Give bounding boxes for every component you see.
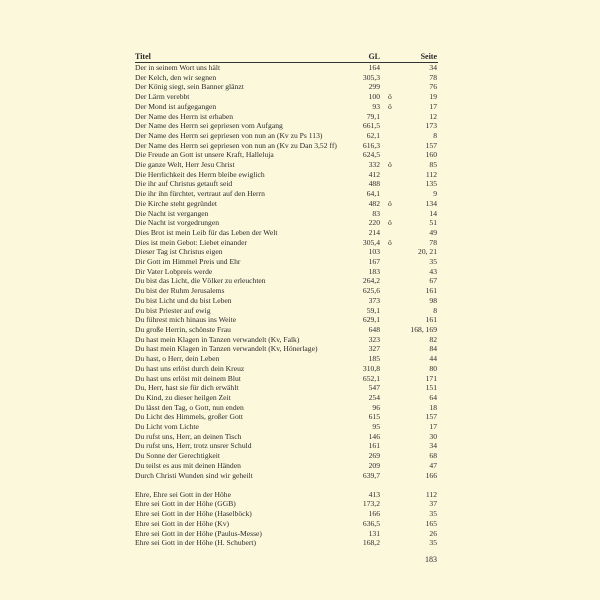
song-title: Du hast mein Klagen in Tanzen verwandelt (Kv, Falk): [135, 334, 300, 344]
table-row: [135, 228, 438, 238]
gl-number: 96: [372, 402, 380, 412]
table-row: [135, 383, 438, 393]
page-ref: 161: [425, 286, 437, 296]
gl-number: 214: [368, 227, 380, 237]
table-row: [135, 150, 438, 160]
gl-number: 412: [368, 169, 380, 179]
gl-number: 624,5: [362, 150, 380, 160]
song-title: Ehre, Ehre sei Gott in der Höhe: [135, 489, 231, 499]
gl-number: 103: [368, 247, 380, 257]
table-row: [135, 354, 438, 364]
song-title: Du bist der Ruhm Jerusalems: [135, 286, 225, 296]
gl-number: 164: [368, 63, 380, 72]
gl-number: 59,1: [366, 305, 380, 315]
table-row: [135, 121, 438, 131]
table-row: [135, 276, 438, 286]
table-row: [135, 170, 438, 180]
page-ref: 82: [429, 334, 437, 344]
song-title: Die ihr ihn fürchtet, vertraut auf den Herrn: [135, 189, 265, 199]
gl-number: 167: [368, 257, 380, 267]
page-ref: 30: [429, 431, 437, 441]
page-ref: 43: [429, 266, 437, 276]
page-ref: 44: [429, 354, 437, 364]
song-title: Ehre sei Gott in der Höhe (Paulus-Messe): [135, 528, 262, 538]
page-ref: 37: [429, 499, 437, 509]
gl-number: 100: [368, 92, 380, 102]
table-row: [135, 131, 438, 141]
gl-number: 625,6: [362, 286, 380, 296]
page-ref: 20, 21: [418, 247, 437, 257]
song-title: Die Nacht ist vergangen: [135, 208, 209, 218]
song-title: Du Sonne der Gerechtigkeit: [135, 451, 220, 461]
song-title: Dieser Tag ist Christus eigen: [135, 247, 223, 257]
gl-number: 305,4: [362, 237, 380, 247]
song-title: Die Freude an Gott ist unsere Kraft, Halleluja: [135, 150, 274, 160]
song-title: Du teilst es aus mit deinen Händen: [135, 460, 241, 470]
page-ref: 19: [429, 92, 437, 102]
song-title: Du bist das Licht, die Völker zu erleuchten: [135, 276, 266, 286]
page-ref: 8: [433, 130, 437, 140]
table-row: [135, 451, 438, 461]
gl-number: 547: [368, 383, 380, 393]
gl-number: 168,2: [362, 538, 380, 548]
table-row: [135, 209, 438, 219]
table-row: [135, 199, 438, 209]
page-ref: 173: [425, 121, 437, 131]
song-title: Der Name des Herrn ist erhaben: [135, 111, 234, 121]
song-title: Der Name des Herrn sei gepriesen von nun an (Kv zu Ps 113): [135, 130, 323, 140]
song-title: Du bist Priester auf ewig: [135, 305, 211, 315]
song-title: Du hast, o Herr, dein Leben: [135, 354, 220, 364]
table-row: [135, 374, 438, 384]
song-title: Du hast uns erlöst durch dein Kreuz: [135, 363, 245, 373]
page-ref: 160: [425, 150, 437, 160]
table-row: [135, 179, 438, 189]
page-ref: 17: [429, 101, 437, 111]
page-ref: 168, 169: [410, 324, 437, 334]
header-title: Titel: [135, 52, 151, 61]
song-title: Dies Brot ist mein Leib für das Leben der Welt: [135, 227, 278, 237]
gl-number: 373: [368, 295, 380, 305]
page-ref: 51: [429, 218, 437, 228]
header-seite: Seite: [420, 52, 437, 61]
page-ref: 9: [433, 189, 437, 199]
page-ref: 78: [429, 237, 437, 247]
song-title: Ehre sei Gott in der Höhe (Kv): [135, 518, 230, 528]
page-number: 183: [425, 555, 437, 564]
page-ref: 34: [429, 441, 437, 451]
song-title: Die ihr auf Christus getauft seid: [135, 179, 233, 189]
song-title: Dir Gott im Himmel Preis und Ehr: [135, 257, 241, 267]
song-index-table: [135, 52, 438, 548]
page-ref: 14: [429, 208, 437, 218]
table-row: [135, 189, 438, 199]
song-title: Durch Christi Wunden sind wir geheilt: [135, 470, 253, 480]
gl-number: 615: [368, 412, 380, 422]
gl-number: 264,2: [362, 276, 380, 286]
index-block-1: [135, 63, 438, 480]
song-title: Die ganze Welt, Herr Jesu Christ: [135, 160, 235, 170]
page-ref: 165: [425, 518, 437, 528]
song-title: Du lässt den Tag, o Gott, nun enden: [135, 402, 244, 412]
gl-number: 661,5: [362, 121, 380, 131]
table-row: [135, 257, 438, 267]
table-row: [135, 471, 438, 481]
song-title: Der Mond ist aufgegangen: [135, 101, 217, 111]
page-ref: 85: [429, 160, 437, 170]
song-title: Ehre sei Gott in der Höhe (GGB): [135, 499, 236, 509]
table-row: [135, 499, 438, 509]
song-title: Du, Herr, hast sie für dich erwählt: [135, 383, 239, 393]
page-ref: 157: [425, 412, 437, 422]
gl-number: 310,8: [362, 363, 380, 373]
gl-number: 629,1: [362, 315, 380, 325]
song-title: Der Name des Herrn sei gepriesen vom Aufgang: [135, 121, 283, 131]
page-ref: 112: [425, 489, 437, 499]
table-row: [135, 393, 438, 403]
table-row: [135, 102, 438, 112]
page-ref: 98: [429, 295, 437, 305]
table-row: [135, 112, 438, 122]
page-ref: 34: [429, 63, 437, 72]
song-title: Die Nacht ist vorgedrungen: [135, 218, 220, 228]
gl-number: 220: [368, 218, 380, 228]
page-ref: 67: [429, 276, 437, 286]
table-row: [135, 364, 438, 374]
gl-number: 161: [368, 441, 380, 451]
table-row: [135, 160, 438, 170]
page-ref: 35: [429, 538, 437, 548]
page-ref: 151: [425, 383, 437, 393]
page-ref: 84: [429, 344, 437, 354]
marker: ö: [388, 92, 392, 102]
page-ref: 112: [425, 169, 437, 179]
page-ref: 47: [429, 460, 437, 470]
gl-number: 95: [372, 422, 380, 432]
table-header: [135, 52, 438, 63]
page-ref: 12: [429, 111, 437, 121]
gl-number: 185: [368, 354, 380, 364]
table-row: [135, 82, 438, 92]
song-title: Du hast uns erlöst mit deinem Blut: [135, 373, 241, 383]
gl-number: 269: [368, 451, 380, 461]
table-row: [135, 422, 438, 432]
gl-number: 209: [368, 460, 380, 470]
song-title: Du große Herrin, schönste Frau: [135, 324, 231, 334]
gl-number: 323: [368, 334, 380, 344]
page-ref: 78: [429, 72, 437, 82]
table-row: [135, 325, 438, 335]
page-ref: 18: [429, 402, 437, 412]
page-ref: 64: [429, 392, 437, 402]
page-ref: 26: [429, 528, 437, 538]
page-ref: 76: [429, 82, 437, 92]
page-ref: 68: [429, 451, 437, 461]
gl-number: 616,3: [362, 140, 380, 150]
gl-number: 83: [372, 208, 380, 218]
song-title: Der Lärm verebbt: [135, 92, 190, 102]
table-row: [135, 432, 438, 442]
gl-number: 93: [372, 101, 380, 111]
gl-number: 648: [368, 324, 380, 334]
table-row: [135, 461, 438, 471]
song-title: Der Name des Herrn sei gepriesen von nun an (Kv zu Dan 3,52 ff): [135, 140, 337, 150]
table-row: [135, 286, 438, 296]
gl-number: 482: [368, 198, 380, 208]
marker: ö: [388, 160, 392, 170]
gl-number: 62,1: [366, 130, 380, 140]
gl-number: 254: [368, 392, 380, 402]
song-title: Du rufst uns, Herr, an deinen Tisch: [135, 431, 242, 441]
table-row: [135, 335, 438, 345]
song-title: Der Kelch, den wir segnen: [135, 72, 217, 82]
gl-number: 327: [368, 344, 380, 354]
table-row: [135, 267, 438, 277]
gl-number: 413: [368, 489, 380, 499]
gl-number: 305,3: [362, 72, 380, 82]
page-ref: 134: [425, 198, 437, 208]
marker: ö: [388, 198, 392, 208]
song-title: Dir Vater Lobpreis werde: [135, 266, 213, 276]
gl-number: 79,1: [366, 111, 380, 121]
index-block-2: [135, 490, 438, 548]
song-title: Du Licht vom Lichte: [135, 422, 199, 432]
page-ref: 35: [429, 509, 437, 519]
table-row: [135, 296, 438, 306]
table-row: [135, 441, 438, 451]
song-title: Die Herrlichkeit des Herrn bleibe ewiglich: [135, 169, 265, 179]
table-row: [135, 538, 438, 548]
table-row: [135, 306, 438, 316]
song-title: Ehre sei Gott in der Höhe (H. Schubert): [135, 538, 257, 548]
table-row: [135, 344, 438, 354]
table-row: [135, 141, 438, 151]
table-row: [135, 509, 438, 519]
page-ref: 17: [429, 422, 437, 432]
table-row: [135, 315, 438, 325]
gl-number: 146: [368, 431, 380, 441]
song-title: Du führest mich hinaus ins Weite: [135, 315, 237, 325]
page-ref: 8: [433, 305, 437, 315]
page-ref: 166: [425, 470, 437, 480]
page-ref: 157: [425, 140, 437, 150]
gl-number: 131: [368, 528, 380, 538]
song-title: Der in seinem Wort uns hält: [135, 63, 221, 72]
table-row: [135, 403, 438, 413]
page-ref: 161: [425, 315, 437, 325]
table-row: [135, 218, 438, 228]
gl-number: 183: [368, 266, 380, 276]
gl-number: 332: [368, 160, 380, 170]
gl-number: 64,1: [366, 189, 380, 199]
gl-number: 166: [368, 509, 380, 519]
table-row: [135, 63, 438, 73]
gl-number: 173,2: [362, 499, 380, 509]
page-ref: 35: [429, 257, 437, 267]
gl-number: 636,5: [362, 518, 380, 528]
song-title: Du hast mein Klagen in Tanzen verwandelt (Kv, Hönerlage): [135, 344, 318, 354]
table-row: [135, 92, 438, 102]
table-row: [135, 73, 438, 83]
table-row: [135, 490, 438, 500]
gl-number: 652,1: [362, 373, 380, 383]
header-gl: GL: [368, 52, 380, 61]
song-title: Die Kirche steht gegründet: [135, 198, 218, 208]
marker: ö: [388, 101, 392, 111]
table-row: [135, 412, 438, 422]
song-title: Ehre sei Gott in der Höhe (Haselböck): [135, 509, 252, 519]
table-row: [135, 238, 438, 248]
gl-number: 299: [368, 82, 380, 92]
page-ref: 80: [429, 363, 437, 373]
page-ref: 135: [425, 179, 437, 189]
marker: ö: [388, 237, 392, 247]
song-title: Du Licht des Himmels, großer Gott: [135, 412, 243, 422]
page-ref: 171: [425, 373, 437, 383]
table-row: [135, 519, 438, 529]
song-title: Du bist Licht und du bist Leben: [135, 295, 232, 305]
marker: ö: [388, 218, 392, 228]
song-title: Du rufst uns, Herr, trotz unsrer Schuld: [135, 441, 252, 451]
gl-number: 488: [368, 179, 380, 189]
gl-number: 639,7: [362, 470, 380, 480]
song-title: Dies ist mein Gebot: Liebet einander: [135, 237, 247, 247]
song-title: Der König siegt, sein Banner glänzt: [135, 82, 244, 92]
table-row: [135, 247, 438, 257]
table-row: [135, 529, 438, 539]
page-ref: 49: [429, 227, 437, 237]
song-title: Du Kind, zu dieser heilgen Zeit: [135, 392, 231, 402]
